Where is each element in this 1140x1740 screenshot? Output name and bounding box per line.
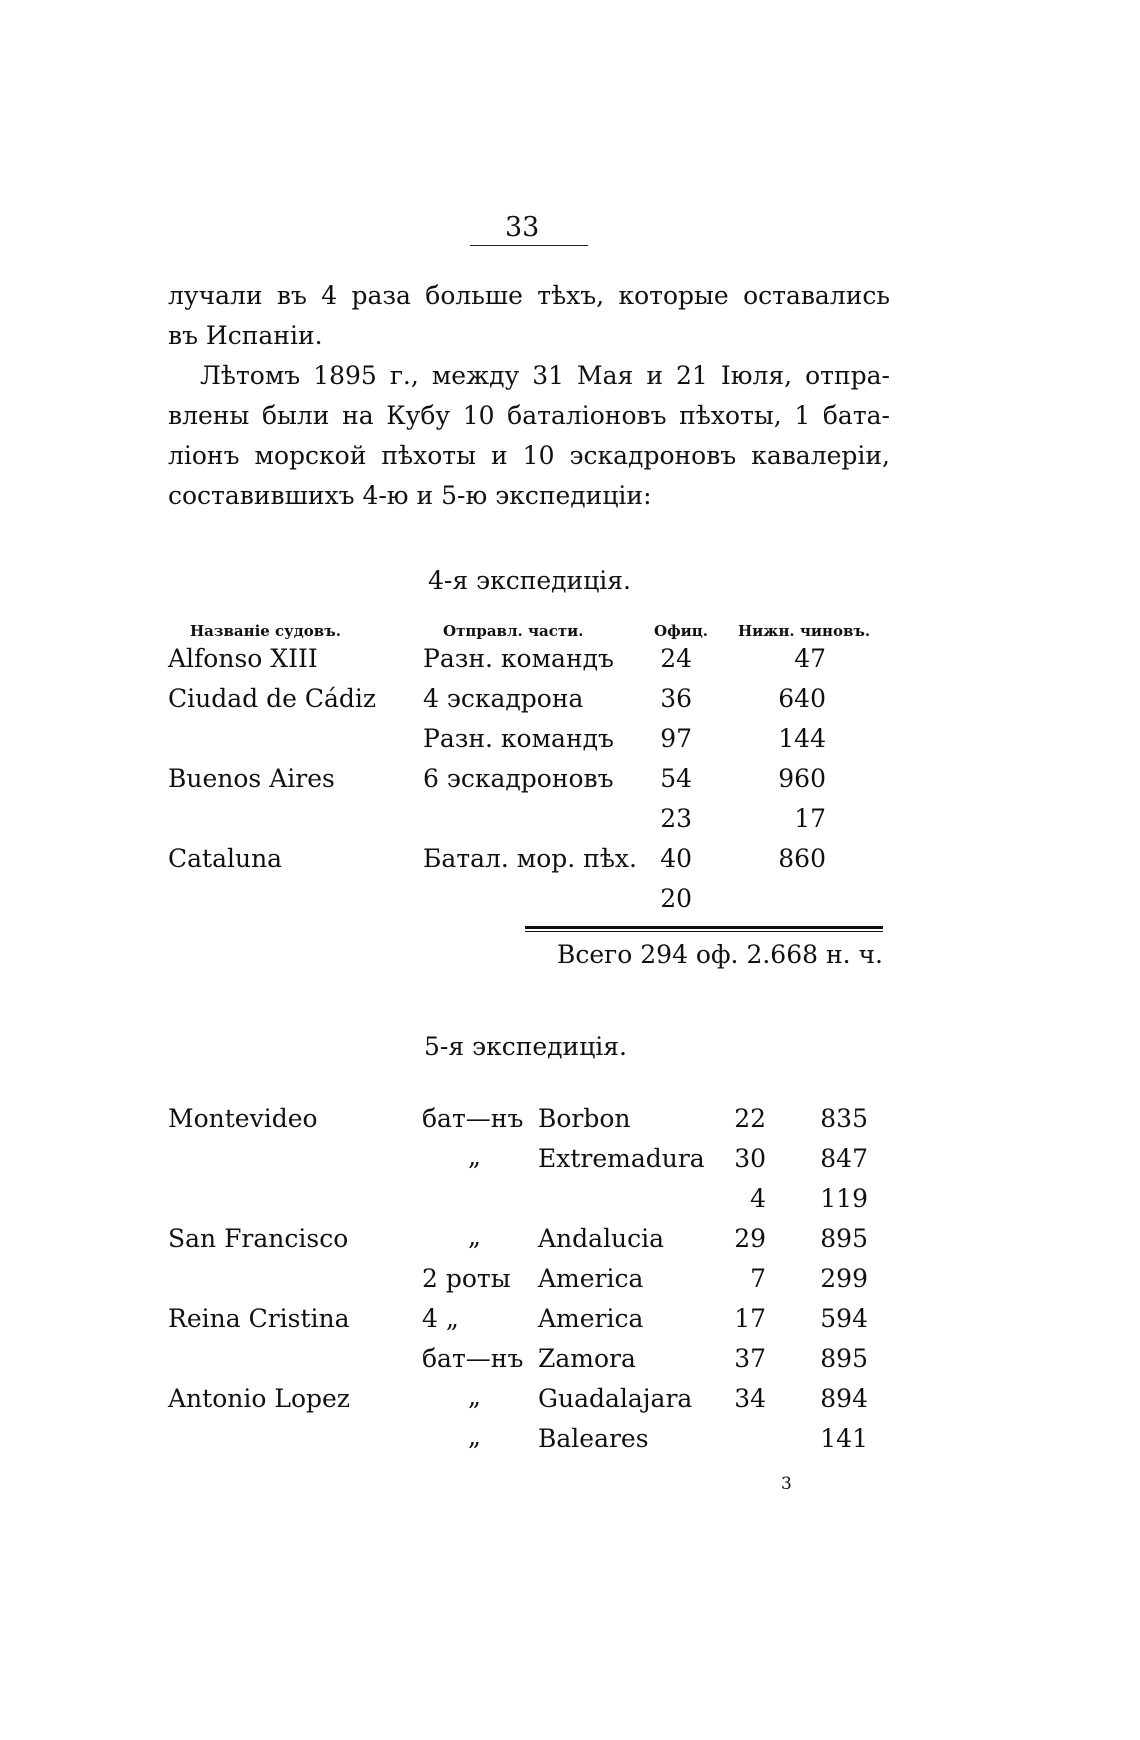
col-header-officers: Офиц. (654, 622, 709, 640)
paragraph-2 (168, 356, 890, 516)
ship-name: Reina Cristina (168, 1304, 350, 1333)
men-count: 860 (778, 844, 826, 873)
unit-prefix: бат—нъ (422, 1104, 524, 1133)
unit-prefix: „ (468, 1422, 481, 1451)
men-count: 847 (820, 1144, 868, 1173)
total-rule-thin (525, 931, 883, 932)
signature-mark: 3 (781, 1474, 792, 1494)
officers-count: 30 (734, 1144, 766, 1173)
page-number: 33 (505, 212, 540, 243)
officers-count: 40 (660, 844, 692, 873)
expedition-4-total: Всего 294 оф. 2.668 н. ч. (557, 940, 883, 969)
page-number-rule (470, 245, 588, 246)
officers-count: 36 (660, 684, 692, 713)
men-count: 119 (820, 1184, 868, 1213)
unit-name: Borbon (538, 1104, 631, 1133)
ship-name: San Francisco (168, 1224, 349, 1253)
unit-prefix: 2 роты (422, 1264, 511, 1293)
men-count: 835 (820, 1104, 868, 1133)
officers-count: 7 (750, 1264, 766, 1293)
ship-name: Ciudad de Cádiz (168, 684, 377, 713)
officers-count: 22 (734, 1104, 766, 1133)
unit-name: Батал. мор. пѣх. (423, 844, 637, 873)
unit-name: Разн. командъ (423, 644, 614, 673)
ship-name: Antonio Lopez (168, 1384, 350, 1413)
officers-count: 24 (660, 644, 692, 673)
officers-count: 17 (734, 1304, 766, 1333)
men-count: 895 (820, 1224, 868, 1253)
total-rule-thick (525, 926, 883, 929)
unit-name: America (538, 1264, 644, 1293)
paragraph-line: составившихъ 4-ю и 5-ю экспедиціи: (168, 481, 652, 510)
paragraph-line: Лѣтомъ 1895 г., между 31 Мая и 21 Іюля, отпра- (200, 361, 890, 390)
men-count: 144 (778, 724, 826, 753)
unit-name: 4 эскадрона (423, 684, 584, 713)
col-header-unit: Отправл. части. (443, 622, 584, 640)
unit-prefix: 4 „ (422, 1304, 459, 1333)
unit-prefix: бат—нъ (422, 1344, 524, 1373)
officers-count: 54 (660, 764, 692, 793)
officers-count: 29 (734, 1224, 766, 1253)
men-count: 17 (794, 804, 826, 833)
unit-prefix: „ (468, 1222, 481, 1251)
col-header-men: Нижн. чиновъ. (738, 622, 871, 640)
unit-name: Разн. командъ (423, 724, 614, 753)
unit-name: Zamora (538, 1344, 636, 1373)
paragraph-line: ліонъ морской пѣхоты и 10 эскадроновъ кавалеріи, (168, 441, 890, 470)
men-count: 141 (820, 1424, 868, 1453)
officers-count: 34 (734, 1384, 766, 1413)
paragraph-1 (168, 276, 890, 356)
unit-prefix: „ (468, 1142, 481, 1171)
unit-name: Guadalajara (538, 1384, 693, 1413)
officers-count: 37 (734, 1344, 766, 1373)
ship-name: Cataluna (168, 844, 283, 873)
unit-name: Baleares (538, 1424, 649, 1453)
unit-name: America (538, 1304, 644, 1333)
col-header-ship: Названіе судовъ. (190, 622, 341, 640)
paragraph-line: лучали въ 4 раза больше тѣхъ, которые оставались (168, 281, 890, 310)
ship-name: Montevideo (168, 1104, 318, 1133)
officers-count: 97 (660, 724, 692, 753)
officers-count: 23 (660, 804, 692, 833)
men-count: 47 (794, 644, 826, 673)
men-count: 960 (778, 764, 826, 793)
expedition-4-title: 4-я экспедиція. (428, 566, 632, 595)
unit-prefix: „ (468, 1382, 481, 1411)
ship-name: Buenos Aires (168, 764, 335, 793)
officers-count: 4 (750, 1184, 766, 1213)
men-count: 895 (820, 1344, 868, 1373)
men-count: 894 (820, 1384, 868, 1413)
paragraph-line: въ Испаніи. (168, 321, 323, 350)
men-count: 640 (778, 684, 826, 713)
unit-name: Andalucia (538, 1224, 665, 1253)
paragraph-line: влены были на Кубу 10 баталіоновъ пѣхоты, 1 бата- (168, 401, 890, 430)
unit-name: Extremadura (538, 1144, 705, 1173)
officers-count: 20 (660, 884, 692, 913)
men-count: 299 (820, 1264, 868, 1293)
ship-name: Alfonso XIII (168, 644, 318, 673)
men-count: 594 (820, 1304, 868, 1333)
expedition-5-title: 5-я экспедиція. (424, 1032, 628, 1061)
unit-name: 6 эскадроновъ (423, 764, 614, 793)
